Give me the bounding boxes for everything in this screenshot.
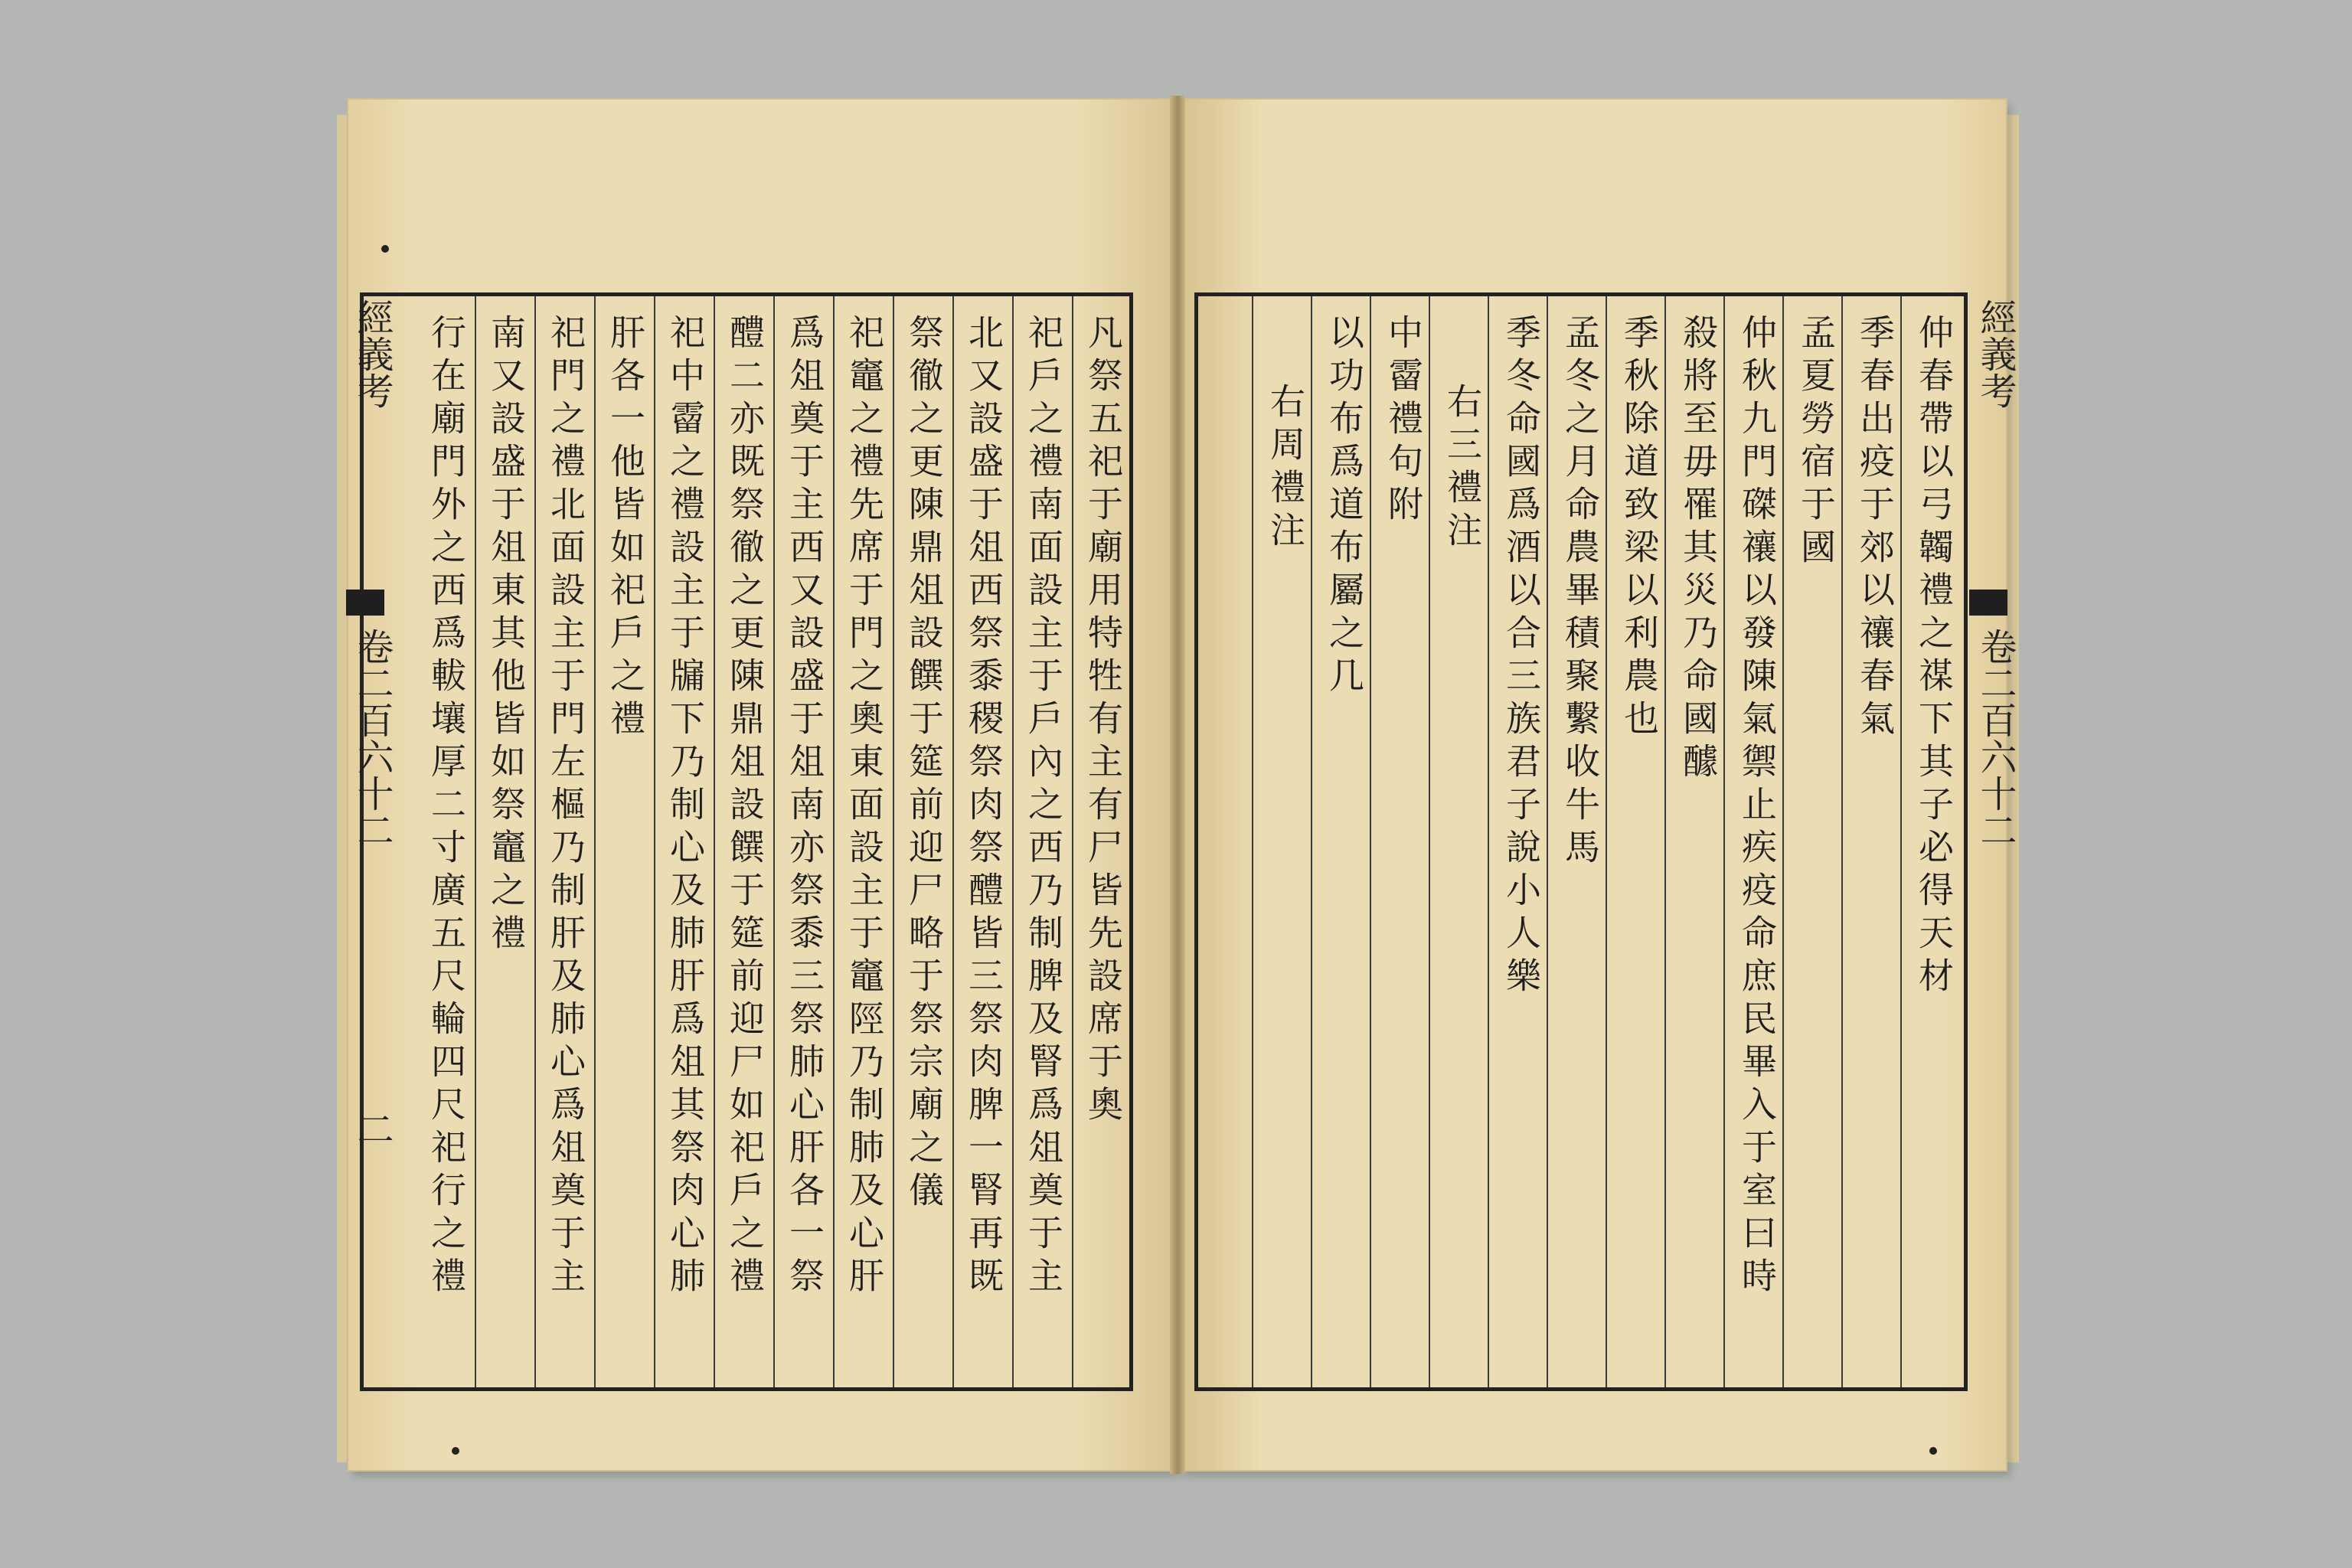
text-column: 右三禮注 — [1442, 383, 1483, 554]
text-column: 爲俎奠于主西又設盛于俎南亦祭黍三祭肺心肝各一祭 — [784, 314, 825, 1300]
left-page-number: 二 — [351, 1110, 394, 1147]
text-column: 祀竈之禮先席于門之奧東面設主于竈陘乃制肺及心肝 — [844, 314, 885, 1300]
text-column: 季冬命國爲酒以合三族君子說小人樂 — [1501, 314, 1542, 1000]
column-rule — [833, 296, 835, 1387]
column-rule — [1012, 296, 1014, 1387]
fish-tail-mark — [1969, 590, 2007, 616]
column-rule — [1072, 296, 1073, 1387]
column-rule — [475, 296, 476, 1387]
text-column: 北又設盛于俎西祭黍稷祭肉祭醴皆三祭肉脾一腎再既 — [963, 314, 1004, 1300]
text-column: 醴二亦既祭徹之更陳鼎俎設饌于筵前迎尸如祀戶之禮 — [724, 314, 766, 1300]
column-rule — [773, 296, 775, 1387]
text-column: 祀中霤之禮設主于牖下乃制心及肺肝爲俎其祭肉心肺 — [665, 314, 706, 1300]
right-page-center-title: 經義考 — [1974, 299, 2017, 409]
page-dot — [452, 1447, 459, 1455]
text-column: 祀戶之禮南面設主于戶內之西乃制脾及腎爲俎奠于主 — [1023, 314, 1064, 1300]
text-column: 中霤禮句附 — [1383, 314, 1424, 528]
text-column: 仲秋九門磔禳以發陳氣禦止疾疫命庶民畢入于室曰時 — [1736, 314, 1778, 1300]
fish-tail-mark — [346, 590, 384, 616]
text-column: 孟冬之月命農畢積聚繫收牛馬 — [1560, 314, 1601, 871]
text-column: 祀門之禮北面設主于門左樞乃制肝及肺心爲俎奠于主 — [545, 314, 586, 1300]
text-column: 凡祭五祀于廟用特牲有主有尸皆先設席于奧 — [1083, 314, 1124, 1129]
column-rule — [893, 296, 894, 1387]
text-column: 季秋除道致梁以利農也 — [1619, 314, 1660, 743]
column-rule — [952, 296, 954, 1387]
text-column: 祭徹之更陳鼎俎設饌于筵前迎尸略于祭宗廟之儀 — [903, 314, 945, 1214]
book-gutter — [1170, 96, 1185, 1474]
column-rule — [714, 296, 715, 1387]
left-page-center-title: 經義考 — [351, 299, 394, 409]
left-page-volume: 卷二百六十二 — [351, 628, 394, 848]
column-rule — [594, 296, 596, 1387]
column-rule — [1252, 296, 1253, 1387]
text-column: 南又設盛于俎東其他皆如祭竈之禮 — [485, 314, 527, 957]
text-column: 以功布爲道布屬之几 — [1324, 314, 1365, 700]
text-column: 季春出疫于郊以禳春氣 — [1854, 314, 1896, 743]
text-column: 孟夏勞宿于國 — [1795, 314, 1837, 571]
column-rule — [654, 296, 655, 1387]
text-column: 行在廟門外之西爲軷壤厚二寸廣五尺輪四尺祀行之禮 — [426, 314, 467, 1300]
text-column: 肝各一他皆如祀戶之禮 — [605, 314, 646, 743]
text-column: 殺將至毋罹其災乃命國醵 — [1677, 314, 1719, 786]
page-dot — [381, 245, 389, 253]
right-page-volume: 卷二百六十二 — [1974, 628, 2017, 848]
page-dot — [1929, 1447, 1937, 1455]
column-rule — [534, 296, 536, 1387]
text-column: 仲春帶以弓韣禮之禖下其子必得天材 — [1913, 314, 1955, 1000]
text-column: 右周禮注 — [1265, 383, 1306, 554]
